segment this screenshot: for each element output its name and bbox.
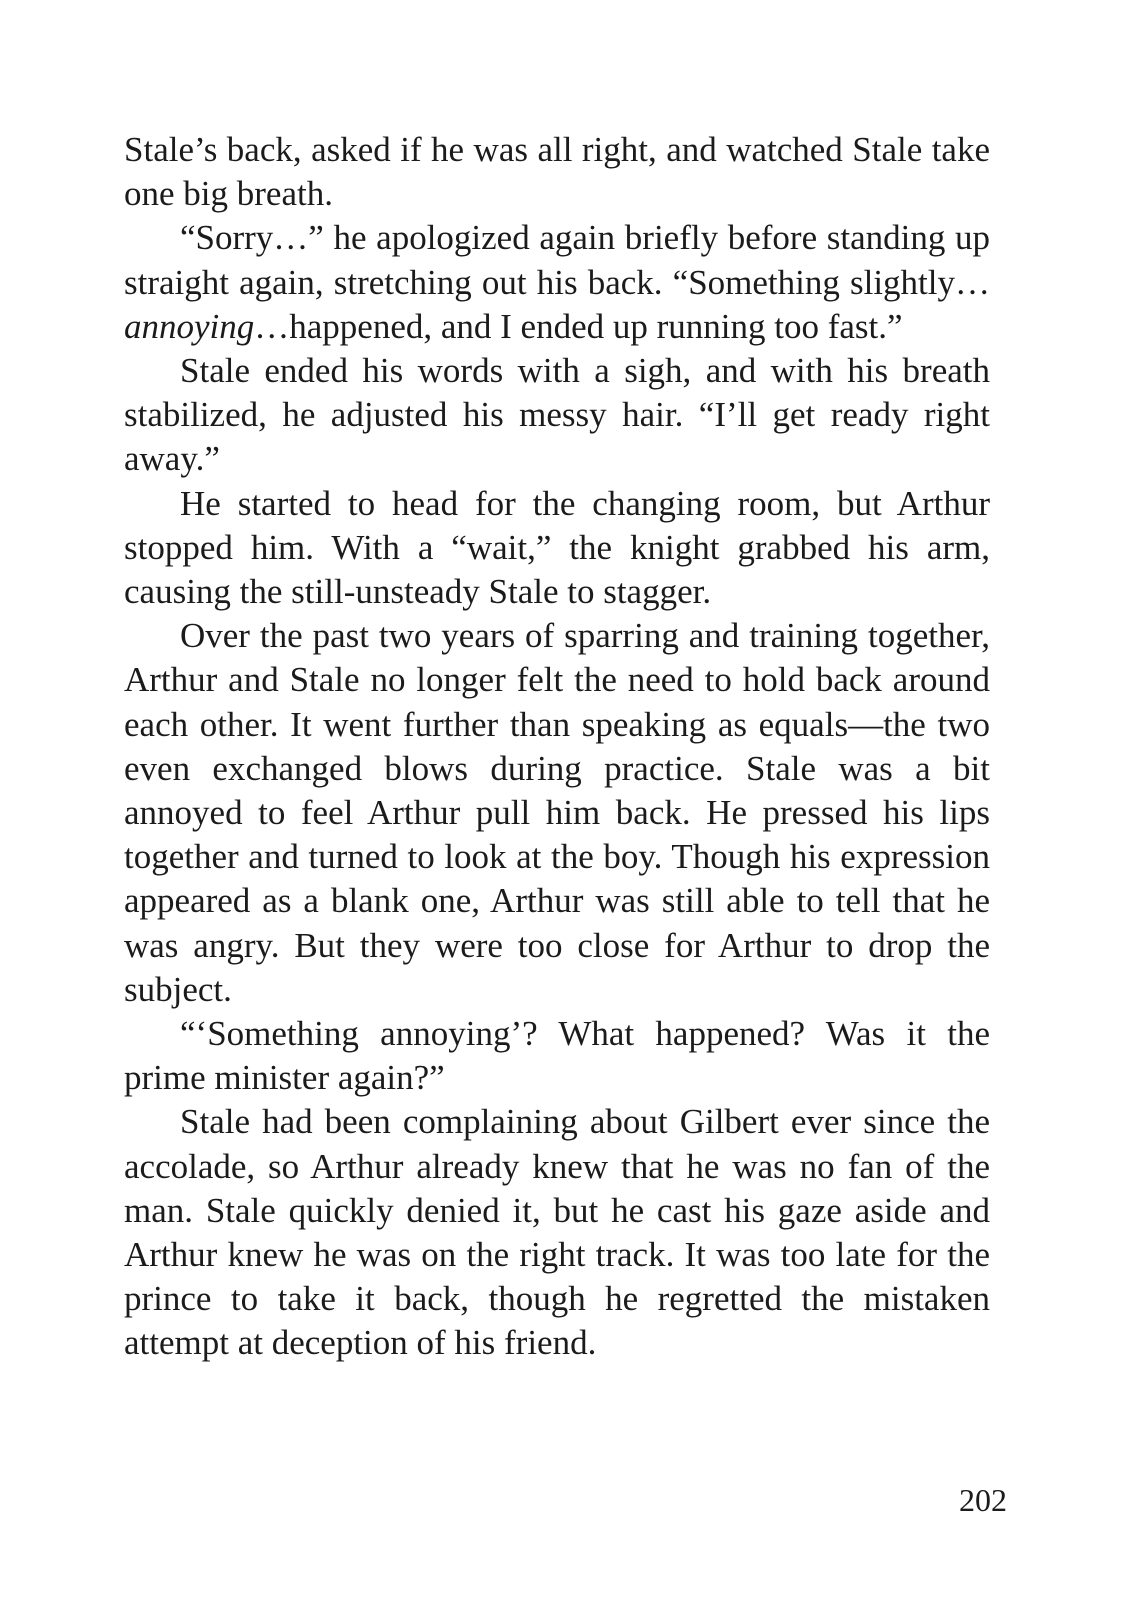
paragraph-text: …happened, and I ended up running too fast.”: [254, 306, 903, 346]
paragraph-text: Stale’s back, asked if he was all right, and watched Stale take one big breath.: [124, 130, 990, 214]
page-number: 202: [959, 1482, 1007, 1518]
paragraph-text: Stale had been complaining about Gilbert ever since the accolade, so Arthur already knew that he was no fan of the man. Stale quickly denied it, but he cast his gaze aside and Arthur knew he was on the right track. It was too late for the prince to take it back, though he regretted the mistaken attempt at deception of his friend.: [124, 1102, 990, 1363]
paragraph-text: Over the past two years of sparring and training together, Arthur and Stale no longer felt the need to hold back around each other. It went further than speaking as equals—the two even exchanged blows during practice. Stale was a bit annoyed to feel Arthur pull him back. He pressed his lips together and turned to look at the boy. Though his expression appeared as a blank one, Arthur was still able to tell that he was angry. But they were too close for Arthur to drop the subject.: [124, 616, 990, 1009]
body-text: [124, 128, 990, 1366]
paragraph-text: “Sorry…” he apologized again briefly before standing up straight again, stretching out his back. “Something slightly…: [124, 218, 990, 302]
paragraph: [124, 1012, 990, 1100]
emphasized-text: annoying: [124, 306, 255, 346]
paragraph: [124, 1100, 990, 1365]
paragraph: [124, 614, 990, 1012]
paragraph: [124, 128, 990, 216]
paragraph-text: Stale ended his words with a sigh, and with his breath stabilized, he adjusted his messy hair. “I’ll get ready right away.”: [124, 351, 990, 479]
paragraph: [124, 216, 990, 349]
paragraph-text: He started to head for the changing room, but Arthur stopped him. With a “wait,” the knight grabbed his arm, causing the still-unsteady Stale to stagger.: [124, 483, 990, 612]
paragraph: [124, 349, 990, 482]
paragraph: [124, 482, 990, 615]
paragraph-text: “‘Something annoying’? What happened? Was it the prime minister again?”: [124, 1014, 990, 1098]
